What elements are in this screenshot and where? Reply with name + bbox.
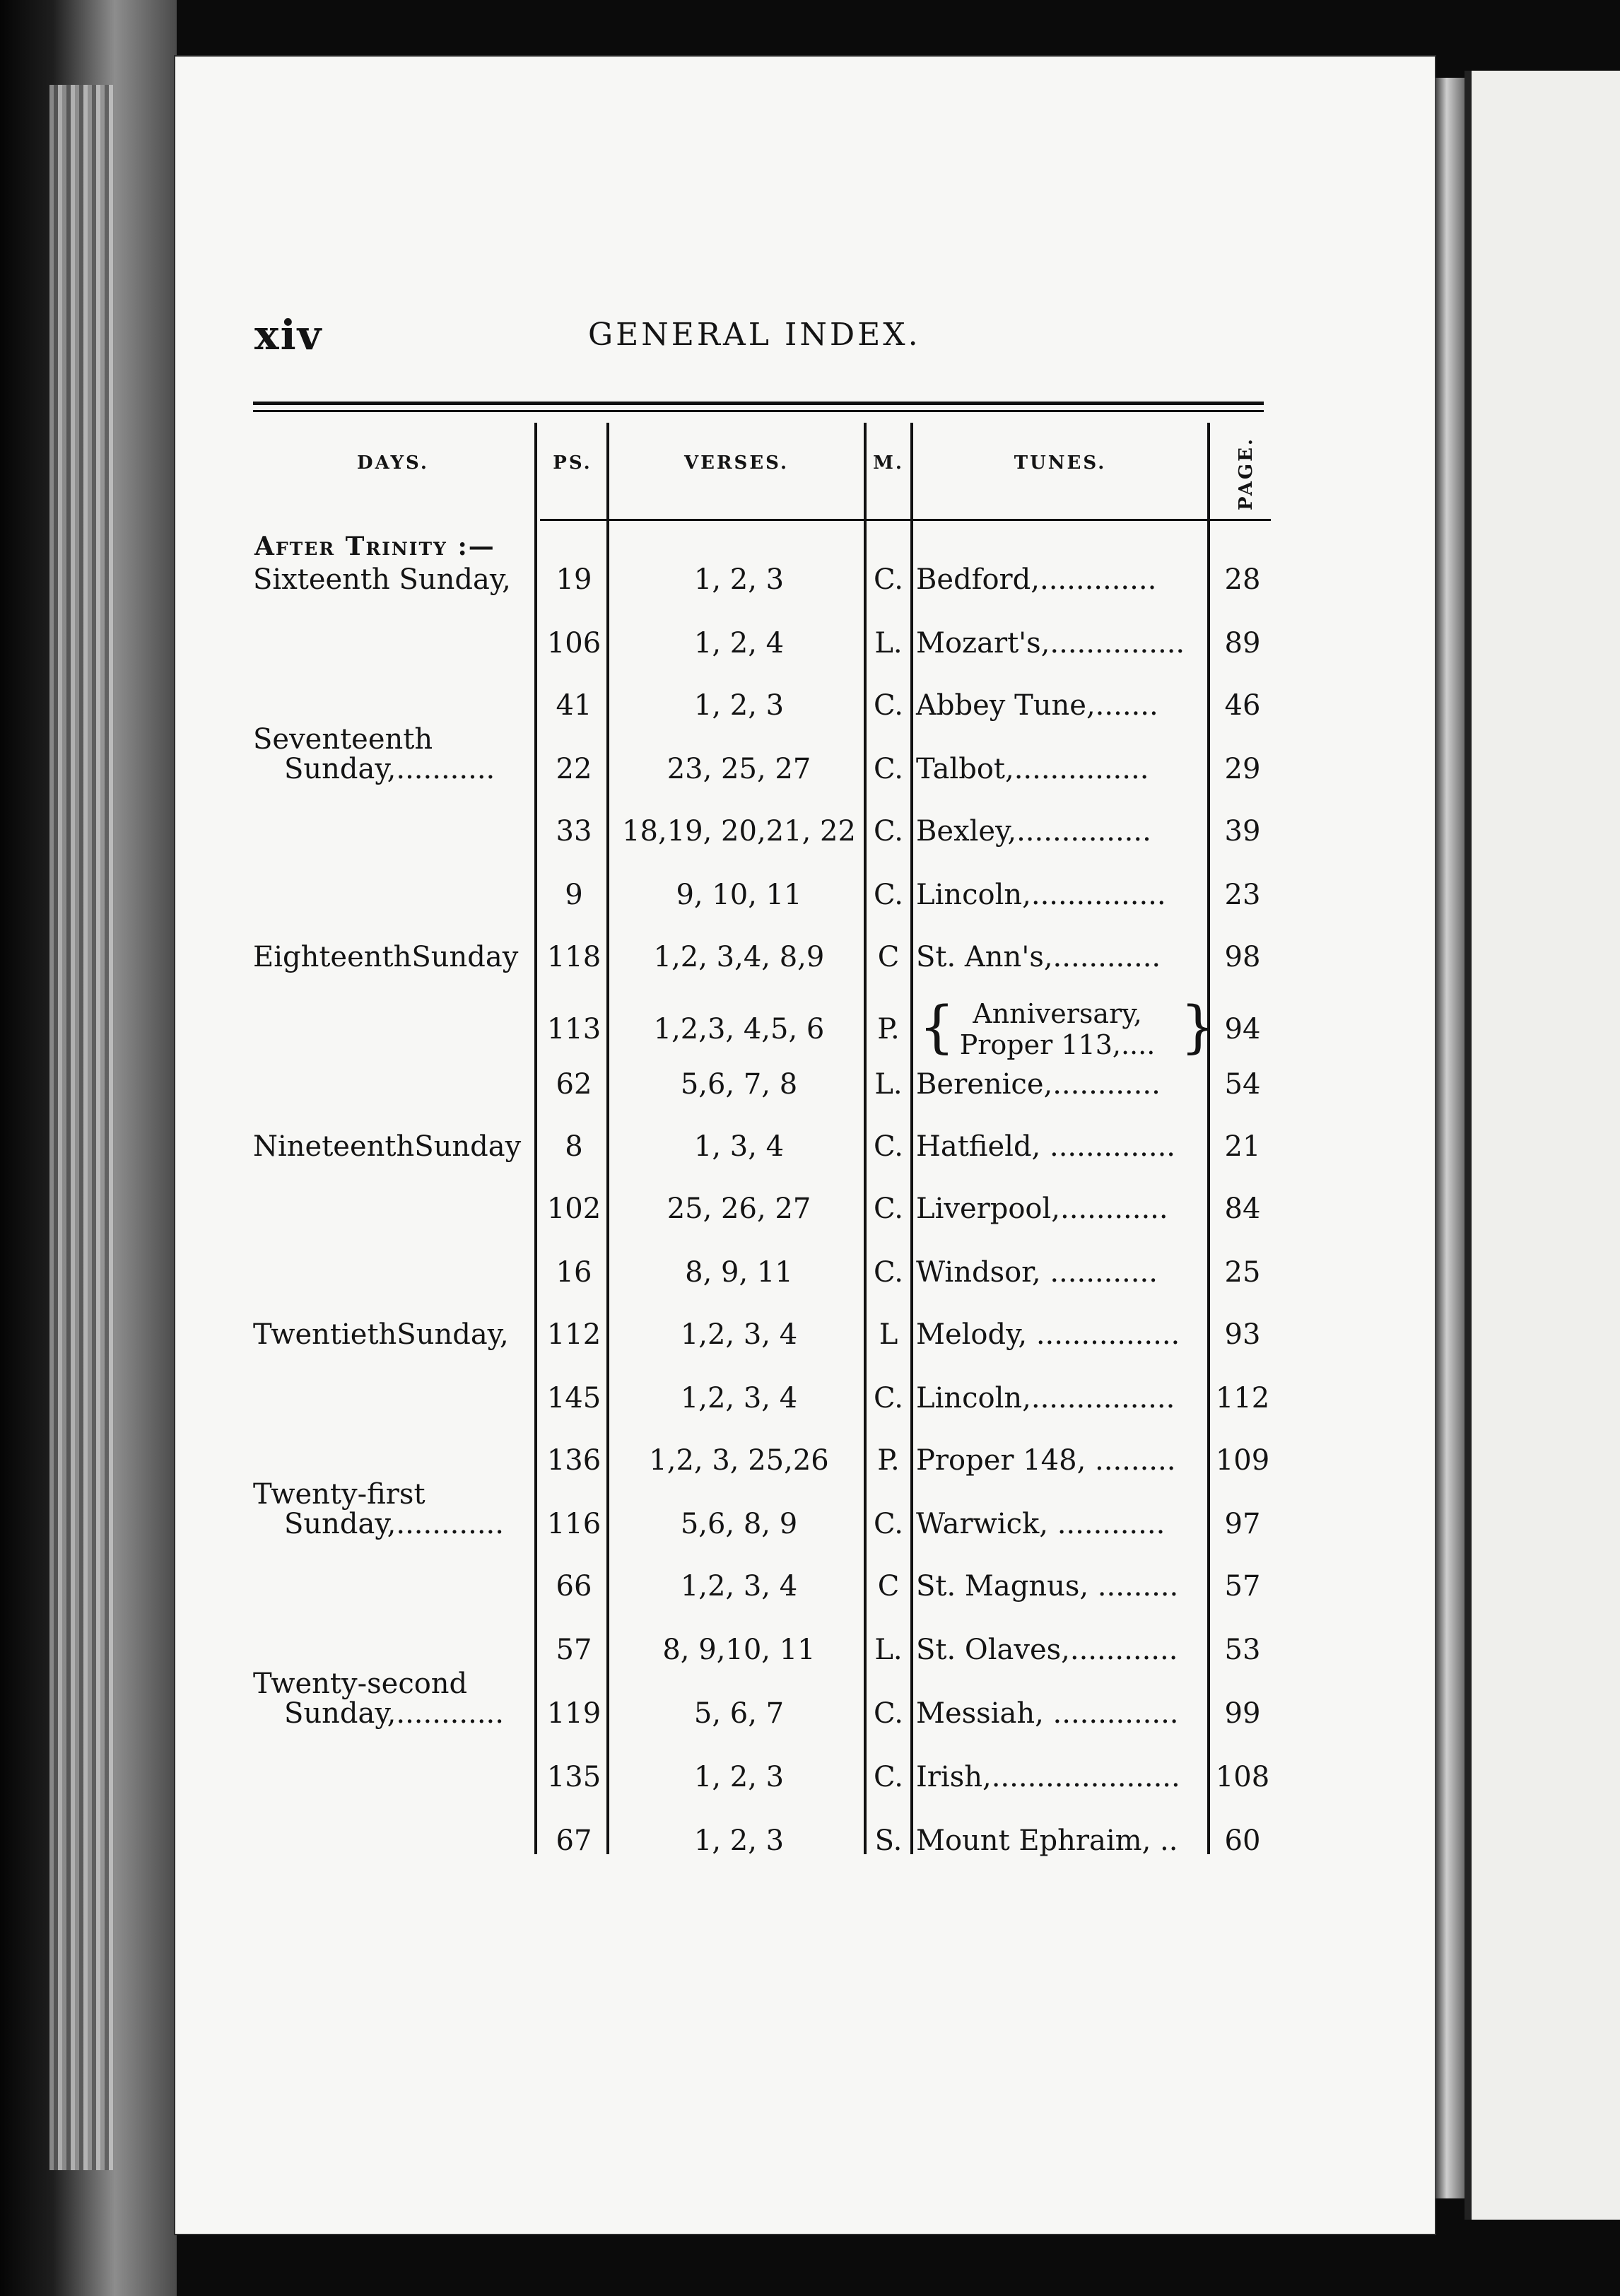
row-psalm: 66: [556, 1570, 592, 1603]
table-row: [0, 1063, 1620, 1106]
row-day: Twenty-second: [253, 1668, 468, 1700]
row-day-continued: Sunday,...........: [284, 753, 495, 785]
row-verses: 1,2, 3,4, 8,9: [653, 941, 825, 973]
row-metre: C.: [874, 1130, 903, 1163]
row-tune-line1: Anniversary,: [973, 998, 1142, 1029]
row-page: 93: [1224, 1318, 1261, 1351]
table-row: [0, 1565, 1620, 1607]
row-page: 28: [1224, 563, 1261, 596]
row-tune: Berenice,............: [916, 1068, 1161, 1101]
row-tune: Mozart's,...............: [916, 627, 1185, 660]
row-tune-line2: Proper 113,....: [959, 1029, 1156, 1060]
table-row: [0, 1125, 1620, 1168]
table-row: [0, 810, 1620, 853]
row-verses: 1,2, 3, 4: [680, 1382, 798, 1414]
row-psalm: 57: [556, 1634, 592, 1666]
row-psalm: 8: [565, 1130, 583, 1163]
row-metre: S.: [874, 1824, 903, 1857]
row-tune: St. Ann's,............: [916, 941, 1161, 973]
column-header-page: [1214, 438, 1278, 509]
row-day: NineteenthSunday: [253, 1130, 522, 1163]
row-tune: St. Olaves,............: [916, 1634, 1178, 1666]
row-psalm: 135: [546, 1761, 601, 1793]
column-header-ps: PS.: [553, 452, 592, 474]
row-metre: C.: [874, 1256, 903, 1289]
column-header-days: DAYS.: [357, 452, 429, 474]
table-row: [0, 874, 1620, 916]
row-metre: C.: [874, 1193, 903, 1225]
row-page: 84: [1224, 1193, 1261, 1225]
row-metre: C.: [874, 753, 903, 785]
table-row: [0, 1820, 1620, 1862]
row-verses: 1, 2, 3: [693, 1824, 785, 1857]
table-row: [0, 1313, 1620, 1356]
table-row: [0, 936, 1620, 978]
row-psalm: 145: [546, 1382, 601, 1414]
row-page: 25: [1224, 1256, 1261, 1289]
row-metre: C.: [874, 1382, 903, 1414]
row-metre: L.: [874, 1068, 903, 1101]
row-psalm: 118: [546, 941, 601, 973]
row-tune: Melody, ................: [916, 1318, 1180, 1351]
row-verses: 1, 2, 3: [693, 689, 785, 722]
row-metre: C.: [874, 1761, 903, 1793]
row-tune: Hatfield, ..............: [916, 1130, 1175, 1163]
table-row: [0, 1668, 1620, 1735]
row-verses: 8, 9,10, 11: [662, 1634, 816, 1666]
row-page: 60: [1224, 1824, 1261, 1857]
left-brace-icon: {: [919, 994, 955, 1060]
header-underline-ps: [540, 519, 606, 521]
row-verses: 1,2, 3, 4: [680, 1570, 798, 1603]
row-verses: 25, 26, 27: [667, 1193, 811, 1225]
section-heading: After Trinity :—: [254, 532, 495, 561]
row-page: 108: [1215, 1761, 1270, 1793]
row-metre: L.: [874, 1634, 903, 1666]
row-psalm: 102: [546, 1193, 601, 1225]
row-page: 99: [1224, 1697, 1261, 1730]
row-psalm: 116: [546, 1508, 601, 1540]
row-verses: 1,2, 3, 4: [680, 1318, 798, 1351]
table-row: [0, 558, 1620, 601]
row-psalm: 136: [546, 1444, 601, 1477]
row-verses: 1,2,3, 4,5, 6: [653, 1013, 825, 1046]
row-psalm: 33: [556, 815, 592, 848]
row-tune: Bexley,...............: [916, 815, 1151, 848]
row-tune: Mount Ephraim, ..: [916, 1824, 1178, 1857]
row-verses: 1, 2, 3: [693, 1761, 785, 1793]
row-verses: 18,19, 20,21, 22: [622, 815, 856, 848]
row-psalm: 67: [556, 1824, 592, 1857]
table-row: [0, 1478, 1620, 1545]
row-metre: C.: [874, 689, 903, 722]
row-page: 112: [1215, 1382, 1270, 1414]
page-folio: xiv: [254, 311, 323, 359]
row-page: 46: [1224, 689, 1261, 722]
row-verses: 1,2, 3, 25,26: [649, 1444, 829, 1477]
table-row: [0, 1251, 1620, 1294]
row-tune: Talbot,...............: [916, 753, 1149, 785]
row-tune: Warwick, ............: [916, 1508, 1166, 1540]
row-tune: Liverpool,............: [916, 1193, 1168, 1225]
right-brace-icon: }: [1180, 994, 1216, 1060]
table-row: [0, 1377, 1620, 1419]
row-metre: C.: [874, 1697, 903, 1730]
row-tune: Proper 148, .........: [916, 1444, 1176, 1477]
table-row: [0, 1188, 1620, 1230]
row-verses: 1, 2, 3: [693, 563, 785, 596]
row-psalm: 112: [546, 1318, 601, 1351]
row-page: 21: [1224, 1130, 1261, 1163]
row-page: 54: [1224, 1068, 1261, 1101]
row-tune: Windsor, ............: [916, 1256, 1158, 1289]
header-underline-m: [867, 519, 910, 521]
row-page: 57: [1224, 1570, 1261, 1603]
row-tune: Lincoln,...............: [916, 879, 1166, 911]
row-day-continued: Sunday,............: [284, 1697, 504, 1730]
header-rule-thin: [253, 410, 1264, 412]
row-metre: C.: [874, 879, 903, 911]
table-row: [0, 622, 1620, 664]
row-metre: C.: [874, 563, 903, 596]
row-verses: 5, 6, 7: [693, 1697, 785, 1730]
row-tune: Messiah, ..............: [916, 1697, 1179, 1730]
row-psalm: 9: [565, 879, 583, 911]
row-psalm: 119: [546, 1697, 601, 1730]
row-psalm: 41: [556, 689, 592, 722]
page-title: GENERAL INDEX.: [588, 317, 921, 353]
row-tune-multiline: [916, 998, 1199, 1060]
row-metre: C: [877, 941, 900, 973]
row-day: Seventeenth: [253, 723, 433, 756]
row-tune: Irish,.....................: [916, 1761, 1180, 1793]
row-tune: Abbey Tune,.......: [916, 689, 1158, 722]
row-verses: 1, 3, 4: [693, 1130, 785, 1163]
row-page: 23: [1224, 879, 1261, 911]
row-metre: P.: [877, 1013, 900, 1046]
header-underline-page: [1210, 519, 1271, 521]
header-underline-tunes: [913, 519, 1207, 521]
row-psalm: 106: [546, 627, 601, 660]
row-metre: C.: [874, 815, 903, 848]
row-verses: 8, 9, 11: [685, 1256, 793, 1289]
table-row: [0, 994, 1620, 1062]
table-row: [0, 1756, 1620, 1798]
table-row: [0, 1629, 1620, 1671]
row-psalm: 62: [556, 1068, 592, 1101]
row-day: Twenty-first: [253, 1478, 425, 1511]
row-verses: 5,6, 8, 9: [680, 1508, 798, 1540]
row-day: Sixteenth Sunday,: [253, 563, 511, 596]
table-row: [0, 684, 1620, 727]
row-page: 98: [1224, 941, 1261, 973]
row-page: 89: [1224, 627, 1261, 660]
column-header-m: M.: [873, 452, 904, 474]
column-header-page-label: PAGE.: [1235, 437, 1257, 510]
row-verses: 5,6, 7, 8: [680, 1068, 798, 1101]
table-row: [0, 723, 1620, 790]
row-metre: L: [879, 1318, 898, 1351]
row-page: 39: [1224, 815, 1261, 848]
row-page: 97: [1224, 1508, 1261, 1540]
row-tune: St. Magnus, .........: [916, 1570, 1179, 1603]
row-verses: 1, 2, 4: [693, 627, 785, 660]
row-metre: P.: [877, 1444, 900, 1477]
row-metre: C.: [874, 1508, 903, 1540]
row-tune: Lincoln,................: [916, 1382, 1175, 1414]
row-metre: L.: [874, 627, 903, 660]
header-rule-thick: [253, 402, 1264, 405]
row-psalm: 16: [556, 1256, 592, 1289]
row-day: TwentiethSunday,: [253, 1318, 509, 1351]
row-page: 29: [1224, 753, 1261, 785]
column-header-tunes: TUNES.: [1014, 452, 1107, 474]
row-page: 53: [1224, 1634, 1261, 1666]
row-psalm: 113: [546, 1013, 601, 1046]
row-page: 109: [1215, 1444, 1270, 1477]
column-header-verses: VERSES.: [683, 452, 790, 474]
row-page: 94: [1224, 1013, 1261, 1046]
row-psalm: 22: [556, 753, 592, 785]
row-verses: 9, 10, 11: [676, 879, 802, 911]
row-day-continued: Sunday,............: [284, 1508, 504, 1540]
row-metre: C: [877, 1570, 900, 1603]
row-verses: 23, 25, 27: [667, 753, 811, 785]
row-psalm: 19: [556, 563, 592, 596]
table-row: [0, 1439, 1620, 1482]
header-underline-verses: [609, 519, 864, 521]
row-day: EighteenthSunday: [253, 941, 519, 973]
row-tune: Bedford,.............: [916, 563, 1157, 596]
